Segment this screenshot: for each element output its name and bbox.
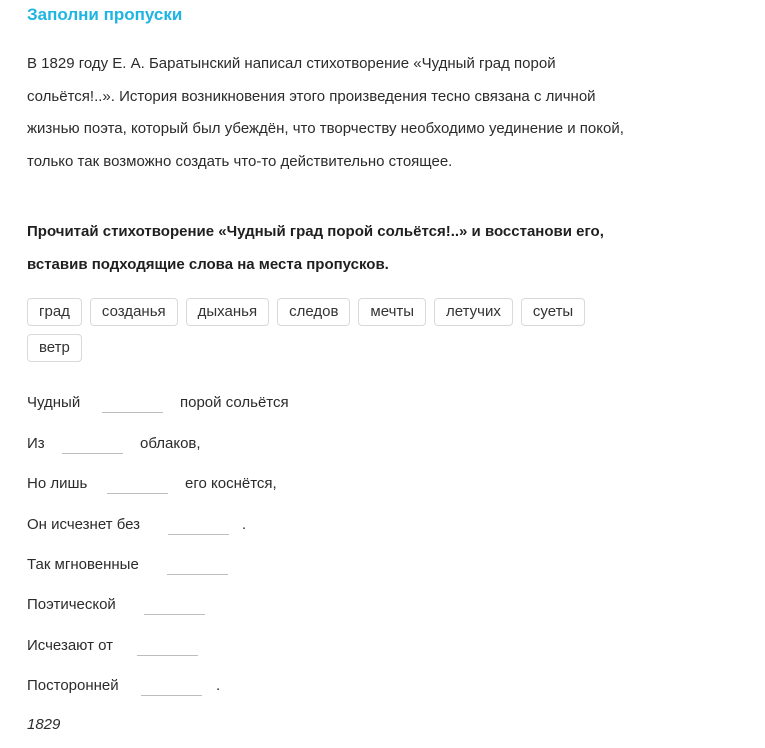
poem-line-text: Он исчезнет без	[27, 516, 141, 533]
blank-drop-zone-4[interactable]	[168, 520, 229, 535]
poem-line-text: порой сольётся	[180, 394, 289, 411]
poem-line-text: .	[242, 516, 247, 533]
poem-line-text: Посторонней	[27, 677, 119, 694]
word-chip-vetr[interactable]: ветр	[27, 334, 82, 362]
poem-line-text: Исчезают от	[27, 637, 114, 654]
word-chip-mechty[interactable]: мечты	[358, 298, 426, 326]
poem-year: 1829	[27, 716, 61, 733]
poem-line-text: .	[216, 677, 221, 694]
word-bank	[27, 298, 647, 362]
blank-drop-zone-8[interactable]	[141, 681, 202, 696]
word-chip-letuchikh[interactable]: летучих	[434, 298, 513, 326]
poem-line-7	[27, 635, 113, 657]
word-chip-dykhanya[interactable]: дыханья	[186, 298, 269, 326]
intro-paragraph: В 1829 году Е. А. Баратынский написал стихотворение «Чудный град порой сольётся!..». История возникновения этого произведения тесно связана с личной жизнью поэта, который был убеждён, что творчеству необходимо уединение и покой, только так возможно создать что-то действительно стоящее.	[27, 55, 624, 170]
word-chip-sledov[interactable]: следов	[277, 298, 350, 326]
poem-line-text: его коснётся,	[185, 475, 277, 492]
poem-line-text: Так мгновенные	[27, 556, 139, 573]
poem-line-5	[27, 554, 139, 576]
blank-drop-zone-6[interactable]	[144, 600, 205, 615]
blank-drop-zone-5[interactable]	[167, 560, 228, 575]
exercise-title: Заполни пропуски	[27, 5, 183, 24]
word-chip-sozdanya[interactable]: созданья	[90, 298, 178, 326]
blank-drop-zone-7[interactable]	[137, 641, 198, 656]
poem-line-3	[27, 473, 277, 495]
blank-drop-zone-3[interactable]	[107, 479, 168, 494]
poem-line-4	[27, 514, 247, 536]
poem-line-8	[27, 675, 221, 697]
poem-line-6	[27, 594, 116, 616]
blank-drop-zone-1[interactable]	[102, 398, 163, 413]
poem-line-text: облаков,	[140, 435, 201, 452]
poem-line-text: Чудный	[27, 394, 81, 411]
poem-line-1	[27, 392, 289, 414]
instruction-text: Прочитай стихотворение «Чудный град порой сольётся!..» и восстанови его, вставив подходящие слова на места пропусков.	[27, 223, 604, 273]
word-chip-grad[interactable]: град	[27, 298, 82, 326]
word-chip-suety[interactable]: суеты	[521, 298, 585, 326]
poem-line-text: Но лишь	[27, 475, 88, 492]
poem-line-2	[27, 433, 201, 455]
poem-line-text: Поэтической	[27, 596, 116, 613]
blank-drop-zone-2[interactable]	[62, 439, 123, 454]
poem-line-text: Из	[27, 435, 45, 452]
